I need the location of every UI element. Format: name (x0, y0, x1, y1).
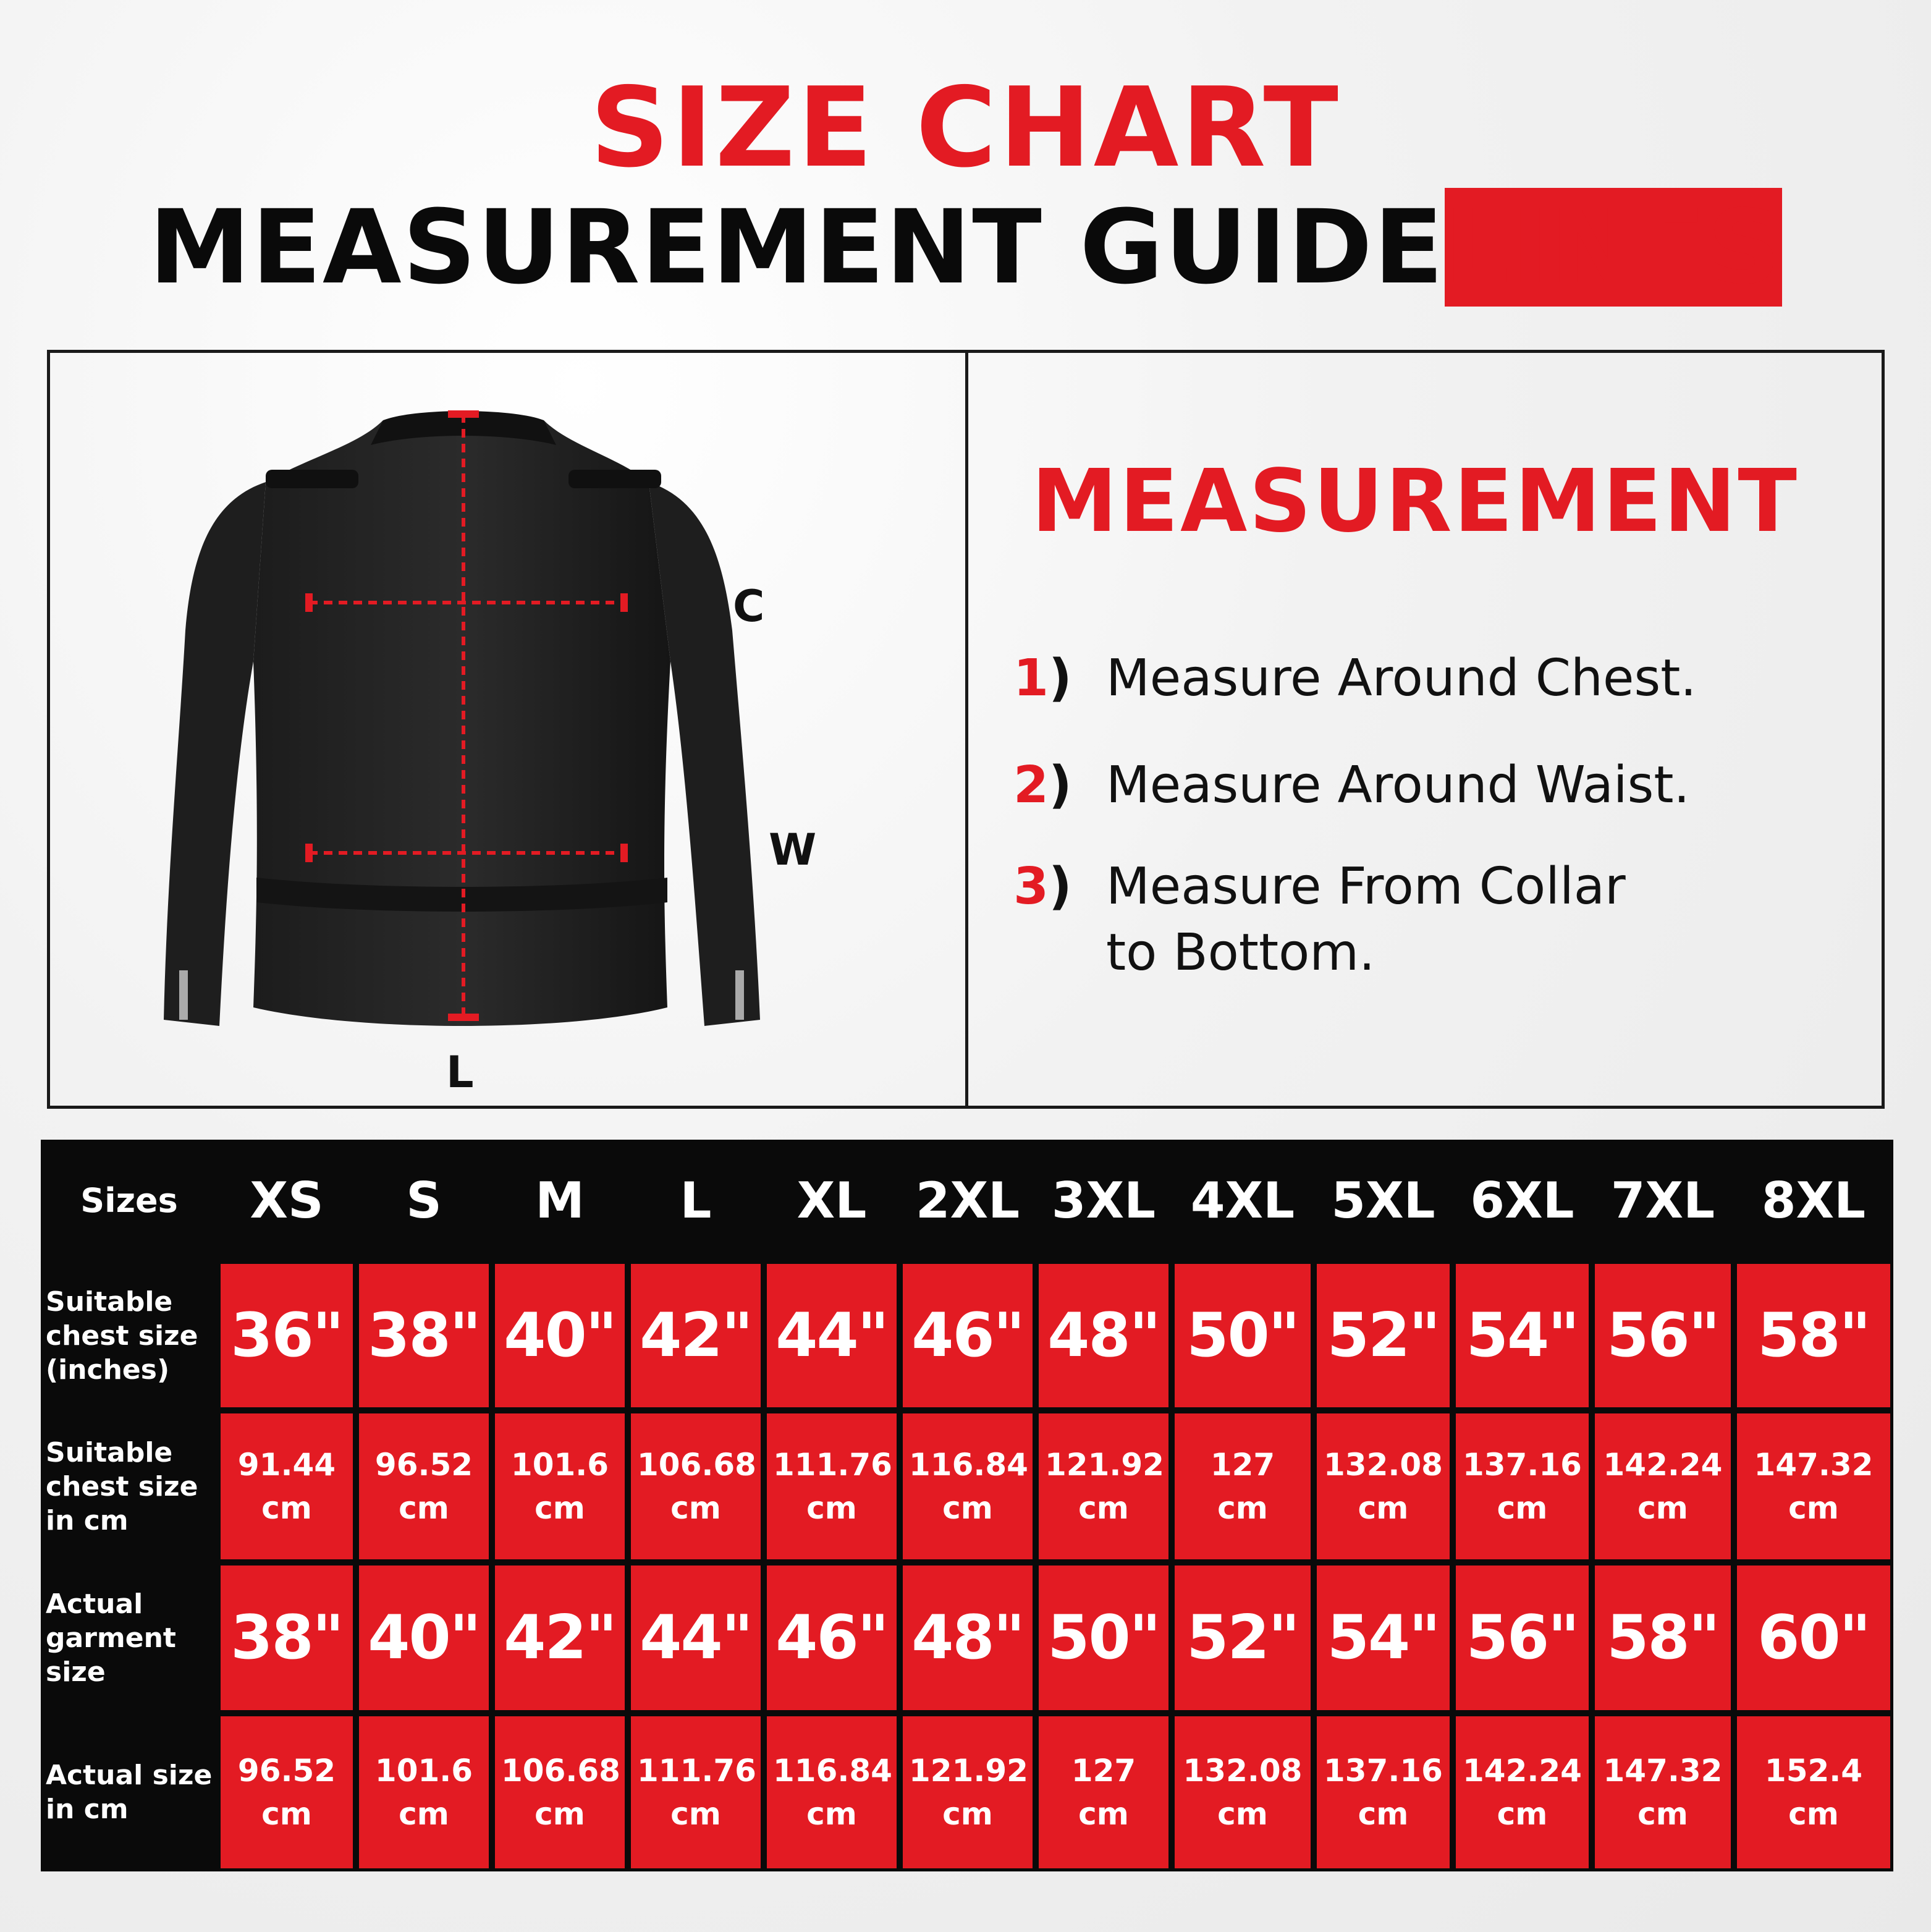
cell-value: 58" (1757, 1300, 1870, 1371)
cell-value: 48" (911, 1603, 1024, 1673)
cell-value: 38" (230, 1603, 343, 1673)
cell-value: 52" (1186, 1603, 1299, 1673)
cell-value: 58" (1607, 1603, 1719, 1673)
row-label: Suitable chest size in cm (46, 1436, 198, 1536)
table-cell (1456, 1264, 1589, 1407)
table-cell (767, 1716, 897, 1868)
cell-value: 42" (504, 1603, 616, 1673)
table-cell (495, 1264, 625, 1407)
table-cell (359, 1264, 489, 1407)
step-text: Measure From Collar to Bottom. (1106, 857, 1626, 982)
table-cell (1039, 1264, 1168, 1407)
title-lines-part: LINES (1444, 188, 1782, 307)
cell-value: 101.6 cm (510, 1447, 609, 1526)
table-cell (1456, 1413, 1589, 1559)
table-cell (903, 1413, 1033, 1559)
cell-value: 147.32 cm (1754, 1447, 1874, 1526)
cell-value: 132.08 cm (1183, 1753, 1303, 1832)
cell-value: 127 cm (1071, 1753, 1136, 1832)
step-3 (1013, 854, 1626, 986)
table-cell (631, 1566, 761, 1710)
cell-value: 40" (504, 1300, 616, 1371)
table-cell (1039, 1716, 1168, 1868)
cell-value: 50" (1047, 1603, 1160, 1673)
table-cell (767, 1566, 897, 1710)
step-1 (1013, 646, 1696, 712)
table-cell (1737, 1716, 1890, 1868)
length-label: L (446, 1047, 474, 1098)
cell-value: 42" (640, 1300, 752, 1371)
size-header-2xl: 2XL (915, 1171, 1020, 1229)
step-number: 2) (1013, 756, 1072, 815)
cell-value: 106.68 cm (501, 1753, 620, 1832)
cell-value: 111.76 cm (773, 1447, 892, 1526)
row-label: Suitable chest size (inches) (46, 1286, 198, 1386)
table-cell (1595, 1264, 1731, 1407)
size-header-xl: XL (796, 1171, 867, 1229)
waist-label: W (769, 824, 817, 875)
cell-value: 38" (368, 1300, 480, 1371)
table-cell (631, 1716, 761, 1868)
size-header-8xl: 8XL (1761, 1171, 1866, 1229)
cell-value: 137.16 cm (1324, 1753, 1443, 1832)
step-number: 1) (1013, 649, 1072, 708)
table-cell (1317, 1716, 1450, 1868)
table-cell (631, 1264, 761, 1407)
cell-value: 96.52 cm (374, 1447, 473, 1526)
table-cell (1039, 1413, 1168, 1559)
table-cell (221, 1566, 353, 1710)
step-text: Measure Around Chest. (1106, 649, 1697, 708)
table-cell (1317, 1264, 1450, 1407)
table-cell (1595, 1716, 1731, 1868)
cell-value: 132.08 cm (1324, 1447, 1443, 1526)
table-cell (631, 1413, 761, 1559)
table-cell (1456, 1716, 1589, 1868)
cell-value: 116.84 cm (773, 1753, 892, 1832)
table-cell (359, 1716, 489, 1868)
cell-value: 54" (1466, 1300, 1579, 1371)
step-text: Measure Around Waist. (1106, 756, 1690, 815)
row-label: Actual garment size (46, 1588, 176, 1688)
table-cell (359, 1413, 489, 1559)
cell-value: 121.92 cm (1045, 1447, 1164, 1526)
table-cell (495, 1413, 625, 1559)
title-size-chart: SIZE CHART (590, 64, 1341, 192)
row-label: Actual size in cm (46, 1760, 213, 1825)
cell-value: 36" (230, 1300, 343, 1371)
table-cell (1595, 1413, 1731, 1559)
box-divider (965, 350, 968, 1109)
table-cell (495, 1716, 625, 1868)
title-measurement-guidelines (0, 188, 1931, 307)
cell-value: 111.76 cm (637, 1753, 756, 1832)
size-header-s: S (406, 1171, 442, 1229)
table-cell (1737, 1264, 1890, 1407)
cell-value: 54" (1327, 1603, 1440, 1673)
size-header-xs: XS (250, 1171, 324, 1229)
cell-value: 46" (775, 1603, 888, 1673)
size-header-3xl: 3XL (1051, 1171, 1156, 1229)
table-cell (1737, 1413, 1890, 1559)
cell-value: 116.84 cm (909, 1447, 1028, 1526)
table-cell (221, 1413, 353, 1559)
size-header-5xl: 5XL (1331, 1171, 1435, 1229)
chest-label: C (733, 581, 765, 632)
cell-value: 101.6 cm (374, 1753, 473, 1832)
step-2 (1013, 753, 1690, 819)
cell-value: 147.32 cm (1603, 1753, 1723, 1832)
table-cell (767, 1413, 897, 1559)
table-cell (1456, 1566, 1589, 1710)
title-guide-part: MEASUREMENT GUIDE (149, 188, 1445, 307)
table-cell (221, 1716, 353, 1868)
cell-value: 106.68 cm (637, 1447, 756, 1526)
table-cell (1175, 1413, 1311, 1559)
size-header-l: L (680, 1171, 712, 1229)
table-cell (221, 1264, 353, 1407)
table-cell (1175, 1566, 1311, 1710)
cell-value: 48" (1047, 1300, 1160, 1371)
size-header-7xl: 7XL (1610, 1171, 1715, 1229)
sizes-header-label: Sizes (80, 1180, 178, 1220)
cell-value: 44" (640, 1603, 752, 1673)
cell-value: 96.52 cm (237, 1753, 336, 1832)
cell-value: 52" (1327, 1300, 1440, 1371)
table-cell (1317, 1413, 1450, 1559)
size-header-6xl: 6XL (1470, 1171, 1574, 1229)
cell-value: 91.44 cm (237, 1447, 336, 1526)
cell-value: 50" (1186, 1300, 1299, 1371)
table-cell (903, 1716, 1033, 1868)
size-table (41, 1140, 1893, 1871)
cell-value: 46" (911, 1300, 1024, 1371)
table-cell (1175, 1716, 1311, 1868)
table-cell (903, 1566, 1033, 1710)
cell-value: 142.24 cm (1463, 1753, 1582, 1832)
cell-value: 137.16 cm (1463, 1447, 1582, 1526)
step-number: 3) (1013, 857, 1072, 916)
table-cell (359, 1566, 489, 1710)
table-cell (903, 1264, 1033, 1407)
size-header-m: M (535, 1171, 585, 1229)
table-cell (767, 1264, 897, 1407)
table-cell (495, 1566, 625, 1710)
measurement-heading: MEASUREMENT (1031, 451, 1799, 552)
table-cell (1737, 1566, 1890, 1710)
jacket-back-illustration (124, 396, 803, 1075)
cell-value: 152.4 cm (1764, 1753, 1863, 1832)
table-cell (1595, 1566, 1731, 1710)
size-header-4xl: 4XL (1190, 1171, 1295, 1229)
cell-value: 56" (1607, 1300, 1719, 1371)
cell-value: 127 cm (1210, 1447, 1275, 1526)
cell-value: 56" (1466, 1603, 1579, 1673)
cell-value: 121.92 cm (909, 1753, 1028, 1832)
table-cell (1039, 1566, 1168, 1710)
table-cell (1317, 1566, 1450, 1710)
cell-value: 44" (775, 1300, 888, 1371)
table-cell (1175, 1264, 1311, 1407)
cell-value: 60" (1757, 1603, 1870, 1673)
cell-value: 40" (368, 1603, 480, 1673)
cell-value: 142.24 cm (1603, 1447, 1723, 1526)
